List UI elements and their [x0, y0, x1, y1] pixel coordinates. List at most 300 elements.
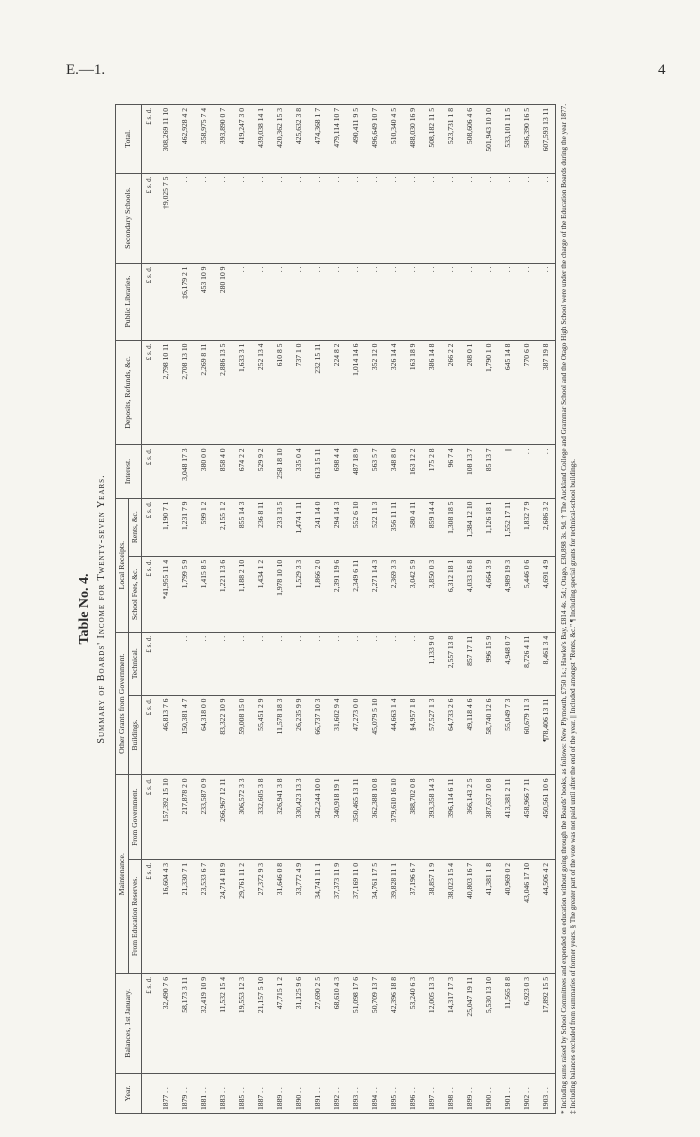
table-cell: . .: [365, 632, 384, 695]
table-cell: 44,663 1 4: [384, 695, 403, 775]
table-cell: ||: [498, 445, 517, 498]
table-cell: . .: [422, 263, 441, 340]
table-cell: 396,114 6 11: [441, 775, 460, 860]
table-cell: 326,941 3 8: [270, 775, 289, 860]
table-cell: 859 14 4: [422, 498, 441, 556]
col-balances: Balances, 1st January.: [116, 973, 142, 1073]
table-cell: 24,714 18 9: [213, 859, 232, 973]
table-cell: . .: [384, 263, 403, 340]
table-cell: . .: [460, 263, 479, 340]
table-cell: 387 19 8: [536, 340, 556, 445]
year-cell: 1877 . .: [156, 1073, 175, 1113]
table-cell: [156, 632, 175, 695]
year-cell: 1896 . .: [403, 1073, 422, 1113]
table-cell: 1,384 12 10: [460, 498, 479, 556]
table-cell: 523,731 1 8: [441, 105, 460, 174]
table-cell: . .: [251, 263, 270, 340]
table-cell: 1,014 14 6: [346, 340, 365, 445]
table-cell: 236 8 11: [251, 498, 270, 556]
table-cell: 2,686 3 2: [536, 498, 556, 556]
table-cell: 44,506 4 2: [536, 859, 556, 973]
table-cell: . .: [498, 263, 517, 340]
table-cell: . .: [270, 173, 289, 263]
table-cell: . .: [270, 263, 289, 340]
table-row: [403, 105, 422, 1114]
table-cell: 29,761 11 2: [232, 859, 251, 973]
table-cell: 508,182 11 5: [422, 105, 441, 174]
col-maintenance: Maintenance.: [116, 775, 129, 974]
table-cell: . .: [289, 173, 308, 263]
col-local-receipts: Local Receipts.: [116, 498, 129, 632]
table-cell: 26,235 9 9: [289, 695, 308, 775]
col-libraries: Public Libraries.: [116, 263, 142, 340]
table-cell: 857 17 11: [460, 632, 479, 695]
year-cell: 1892 . .: [327, 1073, 346, 1113]
year-cell: 1879 . .: [175, 1073, 194, 1113]
table-cell: . .: [422, 173, 441, 263]
table-cell: . .: [517, 263, 536, 340]
table-cell: 1,633 3 1: [232, 340, 251, 445]
table-cell: 855 14 3: [232, 498, 251, 556]
table-cell: 3,850 0 3: [422, 556, 441, 632]
table-cell: 607,593 13 11: [536, 105, 556, 174]
year-cell: 1887 . .: [251, 1073, 270, 1113]
table-cell: . .: [289, 632, 308, 695]
table-cell: 32,419 10 9: [194, 973, 213, 1073]
year-cell: 1890 . .: [289, 1073, 308, 1113]
table-cell: 224 8 2: [327, 340, 346, 445]
table-cell: £ s. d.: [142, 556, 157, 632]
table-cell: 217,878 2 0: [175, 775, 194, 860]
table-subtitle: Summary of Boards' Income for Twenty-seven Years.: [96, 474, 107, 744]
table-cell: . .: [251, 632, 270, 695]
table-cell: 8,461 3 4: [536, 632, 556, 695]
page-code: E.—1.: [66, 62, 106, 78]
table-cell: . .: [536, 263, 556, 340]
table-cell: [156, 263, 175, 340]
table-cell: . .: [251, 173, 270, 263]
table-cell: 41,381 1 8: [479, 859, 498, 973]
table-cell: 53,240 6 3: [403, 973, 422, 1073]
table-cell: . .: [403, 632, 422, 695]
table-cell: 858 4 0: [213, 445, 232, 498]
table-cell: ‡6,179 2 1: [175, 263, 194, 340]
table-cell: 552 6 10: [346, 498, 365, 556]
table-cell: 487 18 9: [346, 445, 365, 498]
table-cell: 1,190 7 1: [156, 498, 175, 556]
page-number: 4: [658, 62, 666, 78]
table-cell: 47,715 1 2: [270, 973, 289, 1073]
table-cell: 40,803 16 7: [460, 859, 479, 973]
table-cell: 393,890 0 7: [213, 105, 232, 174]
table-cell: 150,381 4 7: [175, 695, 194, 775]
col-rents: Rents, &c.: [129, 498, 142, 556]
year-cell: 1885 . .: [232, 1073, 251, 1113]
year-cell: 1893 . .: [346, 1073, 365, 1113]
table-cell: 1,221 13 6: [213, 556, 232, 632]
table-cell: 294 14 3: [327, 498, 346, 556]
table-cell: . .: [384, 632, 403, 695]
table-cell: 332,605 3 8: [251, 775, 270, 860]
table-row: [251, 105, 270, 1114]
table-cell: 49,118 4 6: [460, 695, 479, 775]
table-cell: ¶78,406 13 11: [536, 695, 556, 775]
income-table: [115, 104, 556, 1114]
table-cell: . .: [213, 632, 232, 695]
table-cell: 34,761 17 5: [365, 859, 384, 973]
table-cell: . .: [517, 445, 536, 498]
table-cell: 458,966 7 11: [517, 775, 536, 860]
table-cell: . .: [346, 173, 365, 263]
col-from-government: From Government.: [129, 775, 142, 860]
table-cell: 4,989 19 3: [498, 556, 517, 632]
table-row: [498, 105, 517, 1114]
year-cell: 1889 . .: [270, 1073, 289, 1113]
table-row: [517, 105, 536, 1114]
col-technical: Technical.: [129, 632, 142, 695]
table-cell: . .: [517, 173, 536, 263]
table-row: [422, 105, 441, 1114]
table-cell: . .: [536, 445, 556, 498]
table-row: [365, 105, 384, 1114]
year-cell: 1902 . .: [517, 1073, 536, 1113]
table-cell: 366,143 2 5: [460, 775, 479, 860]
table-cell: . .: [232, 173, 251, 263]
table-cell: 326 14 4: [384, 340, 403, 445]
year-cell: 1883 . .: [213, 1073, 232, 1113]
table-cell: 5,530 13 10: [479, 973, 498, 1073]
table-cell: 8,726 4 11: [517, 632, 536, 695]
table-cell: 16,604 4 3: [156, 859, 175, 973]
table-cell: 645 14 8: [498, 340, 517, 445]
table-cell: 698 4 4: [327, 445, 346, 498]
table-cell: 6,923 0 3: [517, 973, 536, 1073]
table-cell: 2,557 13 8: [441, 632, 460, 695]
table-cell: 490,411 9 5: [346, 105, 365, 174]
year-cell: 1898 . .: [441, 1073, 460, 1113]
table-cell: 1,529 3 3: [289, 556, 308, 632]
table-cell: 439,038 14 1: [251, 105, 270, 174]
table-cell: 258 18 10: [270, 445, 289, 498]
footnote: * Including sums raised by School Committees and expended on education without going through the Boards' books, as follows: New Plymouth, £750 1s.; Hawke's Bay, £814 4s. 5d.; Otago, £30,898 3s. 9d. † The Auckland College and Grammar School and the Otago High School were under the charge of the Education Boards during the year 1877. ‡ Including balances excluded from summaries of former years. § The greater part of the vote was not paid until after the end of the year. || Included amongst "Rents, &c." ¶ Including special grants for technical-school buildings.: [560, 104, 578, 1114]
table-cell: . .: [403, 173, 422, 263]
table-cell: 33,772 4 9: [289, 859, 308, 973]
table-cell: . .: [460, 173, 479, 263]
table-cell: . .: [479, 173, 498, 263]
table-cell: 1,188 2 10: [232, 556, 251, 632]
table-cell: £ s. d.: [142, 973, 157, 1073]
table-cell: 586,390 16 5: [517, 105, 536, 174]
table-cell: 501,943 10 10: [479, 105, 498, 174]
table-cell: 27,372 9 3: [251, 859, 270, 973]
table-cell: 450,561 10 6: [536, 775, 556, 860]
table-cell: 64,733 2 6: [441, 695, 460, 775]
table-cell: 208 0 1: [460, 340, 479, 445]
table-cell: 17,892 15 5: [536, 973, 556, 1073]
table-cell: 413,381 2 11: [498, 775, 517, 860]
table-cell: 2,269 8 11: [194, 340, 213, 445]
rotated-table-block: [75, 89, 685, 1129]
table-cell: . .: [365, 173, 384, 263]
table-cell: 96 7 4: [441, 445, 460, 498]
table-cell: 19,553 12 3: [232, 973, 251, 1073]
table-cell: . .: [384, 173, 403, 263]
table-row: [460, 105, 479, 1114]
table-cell: 21,157 5 10: [251, 973, 270, 1073]
table-cell: 31,646 0 8: [270, 859, 289, 973]
table-cell: 1,231 7 9: [175, 498, 194, 556]
table-cell: 175 2 8: [422, 445, 441, 498]
table-cell: 420,362 15 3: [270, 105, 289, 174]
table-cell: *41,955 11 4: [156, 556, 175, 632]
table-cell: 37,196 6 7: [403, 859, 422, 973]
col-year: Year.: [116, 1073, 142, 1113]
table-cell: 488,030 16 9: [403, 105, 422, 174]
table-cell: 47,273 0 0: [346, 695, 365, 775]
table-row: [536, 105, 556, 1114]
year-cell: 1894 . .: [365, 1073, 384, 1113]
table-cell: 393,358 14 3: [422, 775, 441, 860]
table-cell: 4,664 3 9: [479, 556, 498, 632]
table-cell: 533,101 11 5: [498, 105, 517, 174]
table-row: [194, 105, 213, 1114]
table-cell: 266 2 2: [441, 340, 460, 445]
table-cell: 241 14 0: [308, 498, 327, 556]
table-row: [156, 105, 175, 1114]
table-cell: 1,832 7 9: [517, 498, 536, 556]
table-cell: 479,114 10 7: [327, 105, 346, 174]
table-cell: 362,388 10 8: [365, 775, 384, 860]
table-cell: . .: [479, 263, 498, 340]
table-cell: 85 13 7: [479, 445, 498, 498]
table-cell: 2,391 19 6: [327, 556, 346, 632]
table-cell: §4,957 1 8: [403, 695, 422, 775]
table-cell: 1,415 8 5: [194, 556, 213, 632]
table-cell: 11,565 8 8: [498, 973, 517, 1073]
table-cell: 674 2 2: [232, 445, 251, 498]
table-cell: 50,709 13 7: [365, 973, 384, 1073]
table-cell: 1,978 10 10: [270, 556, 289, 632]
table-cell: 12,005 13 3: [422, 973, 441, 1073]
table-cell: 342,244 10 0: [308, 775, 327, 860]
table-cell: 580 4 11: [403, 498, 422, 556]
table-cell: 25,047 19 11: [460, 973, 479, 1073]
table-cell: £ s. d.: [142, 445, 157, 498]
table-cell: 14,317 17 3: [441, 973, 460, 1073]
table-cell: 1,126 18 1: [479, 498, 498, 556]
table-cell: 55,451 2 9: [251, 695, 270, 775]
table-cell: 51,098 17 6: [346, 973, 365, 1073]
table-cell: 83,322 10 9: [213, 695, 232, 775]
table-row: [289, 105, 308, 1114]
table-cell: . .: [365, 263, 384, 340]
table-cell: 66,737 10 3: [308, 695, 327, 775]
table-row: [384, 105, 403, 1114]
table-cell: 1,799 5 9: [175, 556, 194, 632]
table-cell: 308,269 11 10: [156, 105, 175, 174]
table-cell: 613 15 11: [308, 445, 327, 498]
table-row: [213, 105, 232, 1114]
table-cell: 31,125 9 6: [289, 973, 308, 1073]
table-row: [308, 105, 327, 1114]
table-cell: 508,606 4 6: [460, 105, 479, 174]
table-cell: 108 13 7: [460, 445, 479, 498]
table-cell: 32,490 7 6: [156, 973, 175, 1073]
table-row: [327, 105, 346, 1114]
table-row: [346, 105, 365, 1114]
col-total: Total.: [116, 105, 142, 174]
table-cell: 280 10 9: [213, 263, 232, 340]
year-cell: 1899 . .: [460, 1073, 479, 1113]
table-cell: 37,169 11 0: [346, 859, 365, 973]
table-cell: 1,434 1 2: [251, 556, 270, 632]
col-from-reserves: From Education Reserves.: [129, 859, 142, 973]
table-cell: . .: [194, 173, 213, 263]
table-cell: [156, 445, 175, 498]
table-cell: 529 9 2: [251, 445, 270, 498]
table-cell: 2,349 6 11: [346, 556, 365, 632]
table-cell: 3,048 17 3: [175, 445, 194, 498]
year-cell: 1901 . .: [498, 1073, 517, 1113]
table-cell: 27,690 2 5: [308, 973, 327, 1073]
table-cell: 510,340 4 5: [384, 105, 403, 174]
table-cell: £ s. d.: [142, 632, 157, 695]
table-cell: . .: [213, 173, 232, 263]
table-cell: £ s. d.: [142, 173, 157, 263]
table-cell: 59,008 15 0: [232, 695, 251, 775]
table-cell: 31,602 9 4: [327, 695, 346, 775]
table-cell: 157,392 15 10: [156, 775, 175, 860]
table-cell: 1,866 2 0: [308, 556, 327, 632]
table-cell: 163 18 9: [403, 340, 422, 445]
table-cell: 6,312 18 1: [441, 556, 460, 632]
table-cell: . .: [175, 173, 194, 263]
table-cell: 737 1 0: [289, 340, 308, 445]
col-deposits: Deposits, Refunds, &c.: [116, 340, 142, 445]
table-row: [175, 105, 194, 1114]
table-cell: 58,740 12 6: [479, 695, 498, 775]
table-cell: 356 11 11: [384, 498, 403, 556]
table-cell: 40,969 0 2: [498, 859, 517, 973]
table-cell: 2,886 13 5: [213, 340, 232, 445]
table-cell: 34,741 11 1: [308, 859, 327, 973]
table-cell: . .: [441, 263, 460, 340]
table-cell: 2,369 3 3: [384, 556, 403, 632]
table-cell: 233,587 0 9: [194, 775, 213, 860]
table-cell: . .: [308, 632, 327, 695]
table-cell: . .: [175, 632, 194, 695]
table-cell: 2,271 14 3: [365, 556, 384, 632]
table-cell: 1,133 9 0: [422, 632, 441, 695]
col-school-fees: School Fees, &c.: [129, 556, 142, 632]
table-cell: 380 0 0: [194, 445, 213, 498]
table-cell: 610 8 5: [270, 340, 289, 445]
table-cell: 770 6 0: [517, 340, 536, 445]
table-cell: 599 1 2: [194, 498, 213, 556]
table-cell: . .: [346, 263, 365, 340]
table-cell: . .: [327, 632, 346, 695]
table-cell: 453 10 9: [194, 263, 213, 340]
table-cell: 306,572 3 3: [232, 775, 251, 860]
table-cell: 352 12 0: [365, 340, 384, 445]
table-cell: . .: [403, 263, 422, 340]
table-cell: 39,828 11 1: [384, 859, 403, 973]
table-cell: 4,033 16 8: [460, 556, 479, 632]
table-body: [142, 105, 556, 1114]
year-cell: 1903 . .: [536, 1073, 556, 1113]
table-cell: 55,049 7 3: [498, 695, 517, 775]
table-cell: 37,373 11 9: [327, 859, 346, 973]
table-cell: 522 11 3: [365, 498, 384, 556]
table-cell: 996 15 9: [479, 632, 498, 695]
table-row: [232, 105, 251, 1114]
table-cell: . .: [441, 173, 460, 263]
table-cell: 2,798 10 11: [156, 340, 175, 445]
table-cell: 419,247 3 0: [232, 105, 251, 174]
year-cell: 1891 . .: [308, 1073, 327, 1113]
table-row: [441, 105, 460, 1114]
table-cell: 252 13 4: [251, 340, 270, 445]
year-cell: 1881 . .: [194, 1073, 213, 1113]
table-cell: . .: [327, 173, 346, 263]
table-cell: 11,532 15 4: [213, 973, 232, 1073]
table-cell: 1,308 18 5: [441, 498, 460, 556]
table-cell: 3,042 5 9: [403, 556, 422, 632]
table-cell: 4,691 4 9: [536, 556, 556, 632]
table-cell: £ s. d.: [142, 695, 157, 775]
table-cell: £ s. d.: [142, 263, 157, 340]
table-cell: . .: [308, 263, 327, 340]
table-cell: 2,708 13 10: [175, 340, 194, 445]
table-cell: 386 14 8: [422, 340, 441, 445]
table-cell: 46,813 7 6: [156, 695, 175, 775]
col-secondary: Secondary Schools.: [116, 173, 142, 263]
table-cell: 474,368 1 7: [308, 105, 327, 174]
table-cell: . .: [498, 173, 517, 263]
table-cell: 4,948 0 7: [498, 632, 517, 695]
table-cell: . .: [232, 263, 251, 340]
table-cell: 45,079 5 10: [365, 695, 384, 775]
table-row: [479, 105, 498, 1114]
table-cell: . .: [308, 173, 327, 263]
year-cell: [142, 1073, 157, 1113]
table-cell: 387,637 10 8: [479, 775, 498, 860]
table-cell: 42,396 18 8: [384, 973, 403, 1073]
table-cell: 21,330 7 1: [175, 859, 194, 973]
col-buildings: Buildings.: [129, 695, 142, 775]
table-cell: 43,046 17 10: [517, 859, 536, 973]
year-cell: 1900 . .: [479, 1073, 498, 1113]
table-cell: 57,527 1 3: [422, 695, 441, 775]
table-row: [270, 105, 289, 1114]
table-cell: 1,790 1 0: [479, 340, 498, 445]
table-cell: 163 12 2: [403, 445, 422, 498]
table-cell: . .: [232, 632, 251, 695]
table-title: Table No. 4.: [77, 573, 92, 645]
table-cell: 1,474 1 11: [289, 498, 308, 556]
table-cell: 2,155 1 2: [213, 498, 232, 556]
table-cell: 11,578 18 3: [270, 695, 289, 775]
table-cell: . .: [536, 173, 556, 263]
table-cell: 330,423 13 3: [289, 775, 308, 860]
table-cell: . .: [194, 632, 213, 695]
table-cell: 38,857 1 9: [422, 859, 441, 973]
table-cell: . .: [270, 632, 289, 695]
year-cell: 1895 . .: [384, 1073, 403, 1113]
table-cell: £ s. d.: [142, 859, 157, 973]
table-cell: 23,533 6 7: [194, 859, 213, 973]
table-cell: 232 15 11: [308, 340, 327, 445]
